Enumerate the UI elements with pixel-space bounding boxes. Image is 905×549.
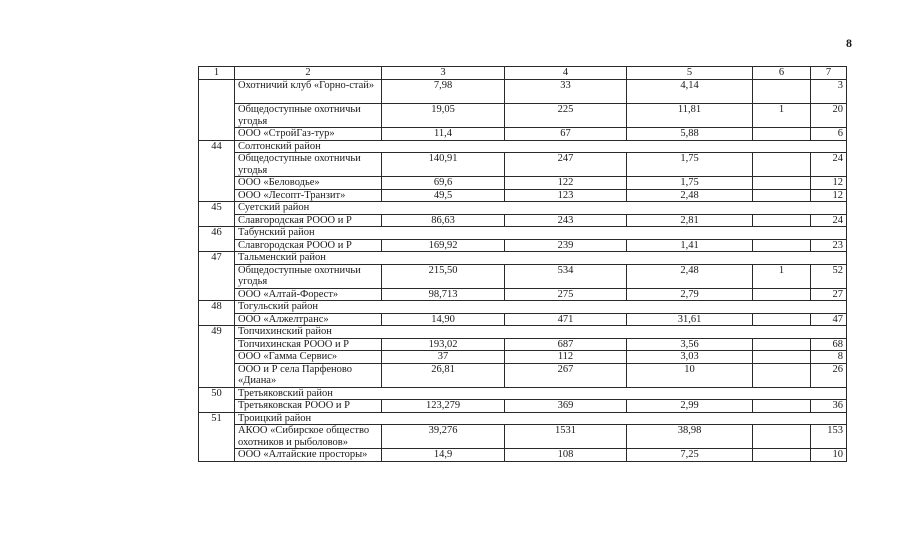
column-header: 7 xyxy=(811,67,847,80)
area-value: 98,713 xyxy=(382,288,505,301)
organization-name: Общедоступные охотничьи угодья xyxy=(235,264,382,288)
column-7-value: 26 xyxy=(811,363,847,387)
density-value: 10 xyxy=(627,363,753,387)
district-name: Солтонский район xyxy=(235,140,847,153)
organization-name: Славгородская РООО и Р xyxy=(235,214,382,227)
column-7-value: 8 xyxy=(811,351,847,364)
table-row xyxy=(199,351,847,364)
density-value: 2,48 xyxy=(627,264,753,288)
column-7-value: 3 xyxy=(811,80,847,104)
density-value: 2,99 xyxy=(627,400,753,413)
column-6-value xyxy=(753,239,811,252)
district-number xyxy=(199,80,235,141)
organization-name: Топчихинская РООО и Р xyxy=(235,338,382,351)
district-number: 49 xyxy=(199,326,235,388)
count-value: 687 xyxy=(505,338,627,351)
column-6-value xyxy=(753,177,811,190)
column-7-value: 24 xyxy=(811,153,847,177)
district-row xyxy=(199,301,847,314)
organization-name: Славгородская РООО и Р xyxy=(235,239,382,252)
column-header: 6 xyxy=(753,67,811,80)
district-name: Третьяковский район xyxy=(235,387,847,400)
area-value: 26,81 xyxy=(382,363,505,387)
column-6-value: 1 xyxy=(753,104,811,128)
district-number: 51 xyxy=(199,412,235,461)
count-value: 33 xyxy=(505,80,627,104)
column-6-value xyxy=(753,449,811,462)
density-value: 1,75 xyxy=(627,153,753,177)
density-value: 3,03 xyxy=(627,351,753,364)
density-value: 1,41 xyxy=(627,239,753,252)
area-value: 140,91 xyxy=(382,153,505,177)
density-value: 4,14 xyxy=(627,80,753,104)
area-value: 14,9 xyxy=(382,449,505,462)
count-value: 112 xyxy=(505,351,627,364)
organization-name: Охотничий клуб «Горно-стай» xyxy=(235,80,382,104)
organization-name: Общедоступные охотничьи угодья xyxy=(235,153,382,177)
table-row xyxy=(199,239,847,252)
table-row xyxy=(199,264,847,288)
district-row xyxy=(199,202,847,215)
district-number: 44 xyxy=(199,140,235,202)
district-name: Тогульский район xyxy=(235,301,847,314)
density-value: 2,79 xyxy=(627,288,753,301)
column-6-value xyxy=(753,400,811,413)
district-row xyxy=(199,252,847,265)
column-6-value xyxy=(753,363,811,387)
count-value: 534 xyxy=(505,264,627,288)
organization-name: ООО «Лесопт-Транзит» xyxy=(235,189,382,202)
column-7-value: 68 xyxy=(811,338,847,351)
count-value: 239 xyxy=(505,239,627,252)
organization-name: ООО «Беловодье» xyxy=(235,177,382,190)
district-name: Тальменский район xyxy=(235,252,847,265)
organization-name: ООО «Гамма Сервис» xyxy=(235,351,382,364)
density-value: 2,81 xyxy=(627,214,753,227)
column-7-value: 153 xyxy=(811,425,847,449)
district-name: Табунский район xyxy=(235,227,847,240)
area-value: 69,6 xyxy=(382,177,505,190)
count-value: 225 xyxy=(505,104,627,128)
district-row xyxy=(199,387,847,400)
density-value: 11,81 xyxy=(627,104,753,128)
column-6-value xyxy=(753,425,811,449)
density-value: 31,61 xyxy=(627,313,753,326)
column-6-value xyxy=(753,338,811,351)
district-number: 45 xyxy=(199,202,235,227)
column-7-value: 20 xyxy=(811,104,847,128)
column-header: 3 xyxy=(382,67,505,80)
density-value: 38,98 xyxy=(627,425,753,449)
column-7-value: 27 xyxy=(811,288,847,301)
district-row xyxy=(199,227,847,240)
table-row xyxy=(199,177,847,190)
table-row xyxy=(199,363,847,387)
area-value: 11,4 xyxy=(382,128,505,141)
column-6-value xyxy=(753,128,811,141)
column-header: 4 xyxy=(505,67,627,80)
table-row xyxy=(199,425,847,449)
column-6-value xyxy=(753,288,811,301)
page-number: 8 xyxy=(846,36,852,50)
count-value: 247 xyxy=(505,153,627,177)
column-7-value: 52 xyxy=(811,264,847,288)
district-row xyxy=(199,412,847,425)
area-value: 14,90 xyxy=(382,313,505,326)
district-row xyxy=(199,326,847,339)
column-6-value xyxy=(753,214,811,227)
count-value: 123 xyxy=(505,189,627,202)
count-value: 108 xyxy=(505,449,627,462)
column-7-value: 47 xyxy=(811,313,847,326)
column-7-value: 24 xyxy=(811,214,847,227)
column-7-value: 36 xyxy=(811,400,847,413)
district-name: Топчихинский район xyxy=(235,326,847,339)
column-7-value: 10 xyxy=(811,449,847,462)
column-6-value: 1 xyxy=(753,264,811,288)
organization-name: ООО «Алтайские просторы» xyxy=(235,449,382,462)
table-row xyxy=(199,153,847,177)
table-row xyxy=(199,128,847,141)
organization-name: АКОО «Сибирское общество охотников и рыболовов» xyxy=(235,425,382,449)
area-value: 86,63 xyxy=(382,214,505,227)
hunting-grounds-table xyxy=(198,66,847,462)
district-name: Суетский район xyxy=(235,202,847,215)
count-value: 67 xyxy=(505,128,627,141)
table-row xyxy=(199,104,847,128)
column-6-value xyxy=(753,153,811,177)
column-6-value xyxy=(753,189,811,202)
column-7-value: 23 xyxy=(811,239,847,252)
table-row xyxy=(199,338,847,351)
column-header: 5 xyxy=(627,67,753,80)
column-7-value: 12 xyxy=(811,189,847,202)
count-value: 471 xyxy=(505,313,627,326)
count-value: 275 xyxy=(505,288,627,301)
area-value: 37 xyxy=(382,351,505,364)
district-number: 50 xyxy=(199,387,235,412)
district-row xyxy=(199,140,847,153)
column-6-value xyxy=(753,313,811,326)
area-value: 123,279 xyxy=(382,400,505,413)
organization-name: ООО «Алжелтранс» xyxy=(235,313,382,326)
table-header-row xyxy=(199,67,847,80)
area-value: 193,02 xyxy=(382,338,505,351)
density-value: 3,56 xyxy=(627,338,753,351)
density-value: 2,48 xyxy=(627,189,753,202)
area-value: 19,05 xyxy=(382,104,505,128)
density-value: 1,75 xyxy=(627,177,753,190)
count-value: 369 xyxy=(505,400,627,413)
column-6-value xyxy=(753,351,811,364)
table-row xyxy=(199,449,847,462)
district-name: Троицкий район xyxy=(235,412,847,425)
district-number: 47 xyxy=(199,252,235,301)
table-row xyxy=(199,400,847,413)
area-value: 7,98 xyxy=(382,80,505,104)
count-value: 1531 xyxy=(505,425,627,449)
area-value: 169,92 xyxy=(382,239,505,252)
count-value: 122 xyxy=(505,177,627,190)
column-7-value: 6 xyxy=(811,128,847,141)
column-6-value xyxy=(753,80,811,104)
table-row xyxy=(199,288,847,301)
table-row xyxy=(199,313,847,326)
table-row xyxy=(199,214,847,227)
area-value: 215,50 xyxy=(382,264,505,288)
count-value: 267 xyxy=(505,363,627,387)
table-row xyxy=(199,80,847,104)
area-value: 39,276 xyxy=(382,425,505,449)
density-value: 7,25 xyxy=(627,449,753,462)
organization-name: ООО «СтройГаз-тур» xyxy=(235,128,382,141)
column-header: 1 xyxy=(199,67,235,80)
district-number: 46 xyxy=(199,227,235,252)
organization-name: ООО «Алтай-Форест» xyxy=(235,288,382,301)
district-number: 48 xyxy=(199,301,235,326)
area-value: 49,5 xyxy=(382,189,505,202)
density-value: 5,88 xyxy=(627,128,753,141)
count-value: 243 xyxy=(505,214,627,227)
table-row xyxy=(199,189,847,202)
organization-name: ООО и Р села Парфеново «Диана» xyxy=(235,363,382,387)
column-7-value: 12 xyxy=(811,177,847,190)
organization-name: Общедоступные охотничьи угодья xyxy=(235,104,382,128)
column-header: 2 xyxy=(235,67,382,80)
organization-name: Третьяковская РООО и Р xyxy=(235,400,382,413)
